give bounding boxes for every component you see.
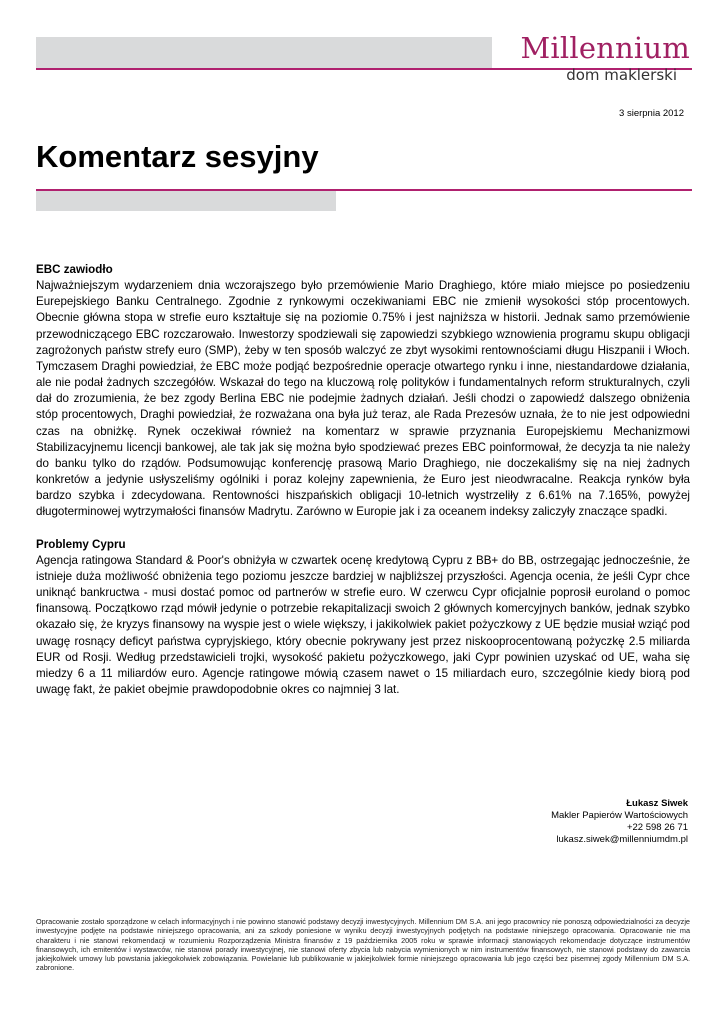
author-name: Łukasz Siwek bbox=[626, 798, 688, 809]
section-heading-ebc: EBC zawiodło bbox=[36, 263, 113, 276]
article-body bbox=[36, 262, 690, 714]
section-heading-cyprus: Problemy Cypru bbox=[36, 537, 126, 551]
page-title: Komentarz sesyjny bbox=[36, 139, 319, 174]
author-signature bbox=[551, 798, 688, 846]
document-date: 3 sierpnia 2012 bbox=[619, 108, 684, 119]
logo bbox=[490, 30, 690, 88]
section-text-ebc: Najważniejszym wydarzeniem dnia wczorajszego było przemówienie Mario Draghiego, które miało miejsce po posiedzeniu Eurepejskiego Banku Centralnego. Zgodnie z rynkowymi oczekiwaniami EBC nie zmienił wysokości stóp procentowych. Obecnie główna stopa w strefie euro kształtuje się na poziomie 0.75% i jest najniższa w historii. Jednak samo przemówienie przewodniczącego EBC rozczarowało. Inwestorzy spodziewali się zapowiedzi szybkiego wznowienia programu skupu obligacji zagrożonych państw strefy euro (SMP), żeby w ten sposób walczyć ze zbyt wysokimi rentownościami długu Hiszpanii i Włoch. Tymczasem Draghi powiedział, że EBC może podjąć bezpośrednie operacje otwartego rynku i inne, niestandardowe działania, ale nie podał żadnych szczegółów. Wskazał do tego na kluczową rolę polityków i fundamentalnych reform strukturalnych, czyli dał do zrozumienia, że bez zgody Berlina EBC nie podejmie żadnych działań. Jeśli chodzi o zapowiedź dalszego obniżenia stóp procentowych, Draghi powiedział, że rozważana ona była już teraz, ale Rada Prezesów uznała, że to nie jest odpowiedni czas na obniżkę. Rynek oczekiwał również na komentarz w sprawie przyznania Europejskiemu Mechanizmowi Stabilizacyjnemu licencji bankowej, ale tak jak się można było spodziewać prezes EBC poinformował, że decyzja ta nie należy do banku tylko do rządów. Podsumowując konferencję prasową Mario Draghiego, nie doczekaliśmy się na niej żadnych konkretów a jedynie usłyszeliśmy ogólniki i poraz kolejny zapewnienia, że Euro jest nieodwracalne. Reakcja rynków była bardzo szybka i zdecydowana. Rentowności hiszpańskich obligacji 10-letnich wystrzeliły z 6.61% na 7.165%, powyżej długoterminowej wytrzymałości finansów Madrytu. Zarówno w Europie jak i za oceanem indeksy zaliczyły znaczące spadki. bbox=[36, 279, 690, 519]
disclaimer: Opracowanie zostało sporządzone w celach informacyjnych i nie powinno stanowić podstawy decyzji inwestycyjnych. Millennium DM S.A. ani jego pracownicy nie ponoszą odpowiedzialności za decyzje inwestycyjne podjęte na podstawie niniejszego opracowania, ani za szkody poniesione w wyniku decyzji inwestycyjnych podjętych na podstawie niniejszego opracowania. Opracowanie nie ma charakteru i nie stanowi rekomendacji w rozumieniu Rozporządzenia Ministra finansów z 19 października 2005 roku w sprawie informacji stanowiących rekomendacje dotyczące instrumentów finansowych, ich emitentów i wystawców, nie stanowi porady inwestycyjnej, nie stanowi oferty zbycia lub nabycia wymienionych w nim instrumentów finansowych, nie stanowi podstawy do zawarcia jakiejkolwiek umowy lub powstania jakiegokolwiek zobowiązania. Powielanie lub publikowanie w jakiejkolwiek formie niniejszego opracowania lub jego części bez pisemnej zgody Millennium DM S.A. zabronione. bbox=[36, 917, 690, 973]
logo-name: Millennium bbox=[520, 31, 690, 65]
logo-subtitle: dom maklerski bbox=[566, 66, 677, 84]
title-bar bbox=[36, 191, 336, 211]
header-bar bbox=[36, 37, 492, 68]
author-role: Makler Papierów Wartościowych bbox=[551, 810, 688, 821]
section-text-cyprus: Agencja ratingowa Standard & Poor's obniżyła w czwartek ocenę kredytową Cypru z BB+ do BB, ostrzegając jednocześnie, że istnieje duża możliwość obniżenia tego poziomu jeszcze bardziej w najbliższej przyszłości. Agencja ocenia, że jeśli Cypr chce uniknąć bankructwa - musi dostać pomoc od partnerów w strefie euro. W czerwcu Cypr oficjalnie poprosił euroland o pomoc finansową. Początkowo rząd mówił jedynie o potrzebie rekapitalizacji swoich 2 głównych komercyjnych banków, jednak szybko okazało się, że kryzys finansowy na wyspie jest o wiele większy, i jakikolwiek pakiet pożyczkowy z UE będzie musiał wziąć pod uwagę rosnący deficyt państwa cypryjskiego, który obecnie pokrywany jest przez niskooprocentowaną pożyczkę 2.5 miliarda EUR od Rosji. Według przedstawicieli trojki, wysokość pakietu pożyczkowego, jaki Cypr powinien uzyskać od UE, waha się miedzy 6 a 11 miliardów euro. Agencje ratingowe mówią czasem nawet o 15 miliardach euro, szczególnie kiedy biorą pod uwagę fakt, że pakiet obejmie prawdopodobnie okres co najmniej 3 lat. bbox=[36, 553, 690, 697]
author-email: lukasz.siwek@millenniumdm.pl bbox=[556, 834, 688, 845]
author-phone: +22 598 26 71 bbox=[626, 822, 688, 833]
